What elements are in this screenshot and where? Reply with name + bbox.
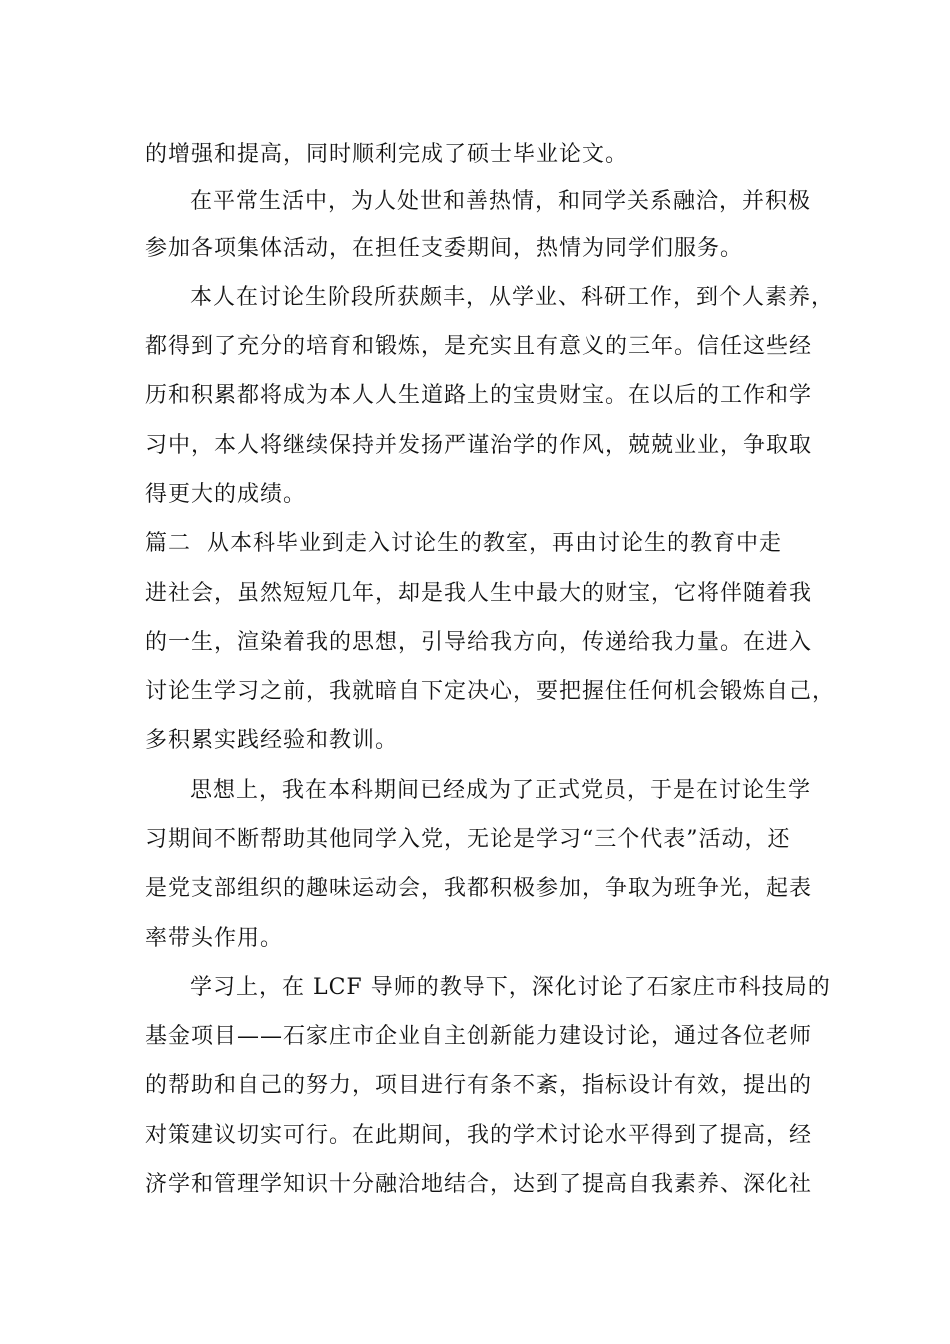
paragraph-line: 对策建议切实可行。在此期间，我的学术讨论水平得到了提高，经 bbox=[145, 1123, 813, 1148]
paragraph-line: 的增强和提高，同时顺利完成了硕士毕业论文。 bbox=[145, 142, 629, 167]
paragraph-line: 参加各项集体活动，在担任支委期间，热情为同学们服务。 bbox=[145, 236, 744, 261]
paragraph-line: 讨论生学习之前，我就暗自下定决心，要把握住任何机会锻炼自己， bbox=[145, 679, 836, 704]
paragraph-line: 学习上，在 LCF 导师的教导下，深化讨论了石家庄市科技局的 bbox=[190, 975, 831, 1000]
section-heading-line bbox=[145, 529, 825, 559]
paragraph-line: 得更大的成绩。 bbox=[145, 482, 307, 507]
paragraph-line: 多积累实践经验和教训。 bbox=[145, 728, 399, 753]
paragraph-line: 在平常生活中，为人处世和善热情，和同学关系融洽，并积极 bbox=[190, 189, 812, 214]
paragraph-line: 思想上，我在本科期间已经成为了正式党员，于是在讨论生学 bbox=[190, 778, 812, 803]
section-label: 篇二 bbox=[145, 531, 192, 556]
paragraph-line: 的帮助和自己的努力，项目进行有条不紊，指标设计有效，提出的 bbox=[145, 1073, 813, 1098]
paragraph-line: 历和积累都将成为本人人生道路上的宝贵财宝。在以后的工作和学 bbox=[145, 383, 813, 408]
paragraph-line: 习中，本人将继续保持并发扬严谨治学的作风，兢兢业业，争取取 bbox=[145, 433, 813, 458]
paragraph-line: 是党支部组织的趣味运动会，我都积极参加，争取为班争光，起表 bbox=[145, 876, 813, 901]
paragraph-line: 本人在讨论生阶段所获颇丰，从学业、科研工作，到个人素养， bbox=[190, 285, 835, 310]
paragraph-line: 都得到了充分的培育和锻炼，是充实且有意义的三年。信任这些经 bbox=[145, 334, 813, 359]
paragraph-line: 基金项目——石家庄市企业自主创新能力建设讨论，通过各位老师 bbox=[145, 1024, 813, 1049]
paragraph-line: 率带头作用。 bbox=[145, 926, 284, 951]
paragraph-line: 的一生，渲染着我的思想，引导给我方向，传递给我力量。在进入 bbox=[145, 630, 813, 655]
paragraph-line: 进社会，虽然短短几年，却是我人生中最大的财宝，它将伴随着我 bbox=[145, 581, 813, 606]
paragraph-line: 从本科毕业到走入讨论生的教室，再由讨论生的教育中走 bbox=[207, 531, 783, 556]
paragraph-line: 习期间不断帮助其他同学入党，无论是学习“三个代表”活动，还 bbox=[145, 827, 791, 852]
paragraph-line: 济学和管理学知识十分融洽地结合，达到了提高自我素养、深化社 bbox=[145, 1172, 813, 1197]
